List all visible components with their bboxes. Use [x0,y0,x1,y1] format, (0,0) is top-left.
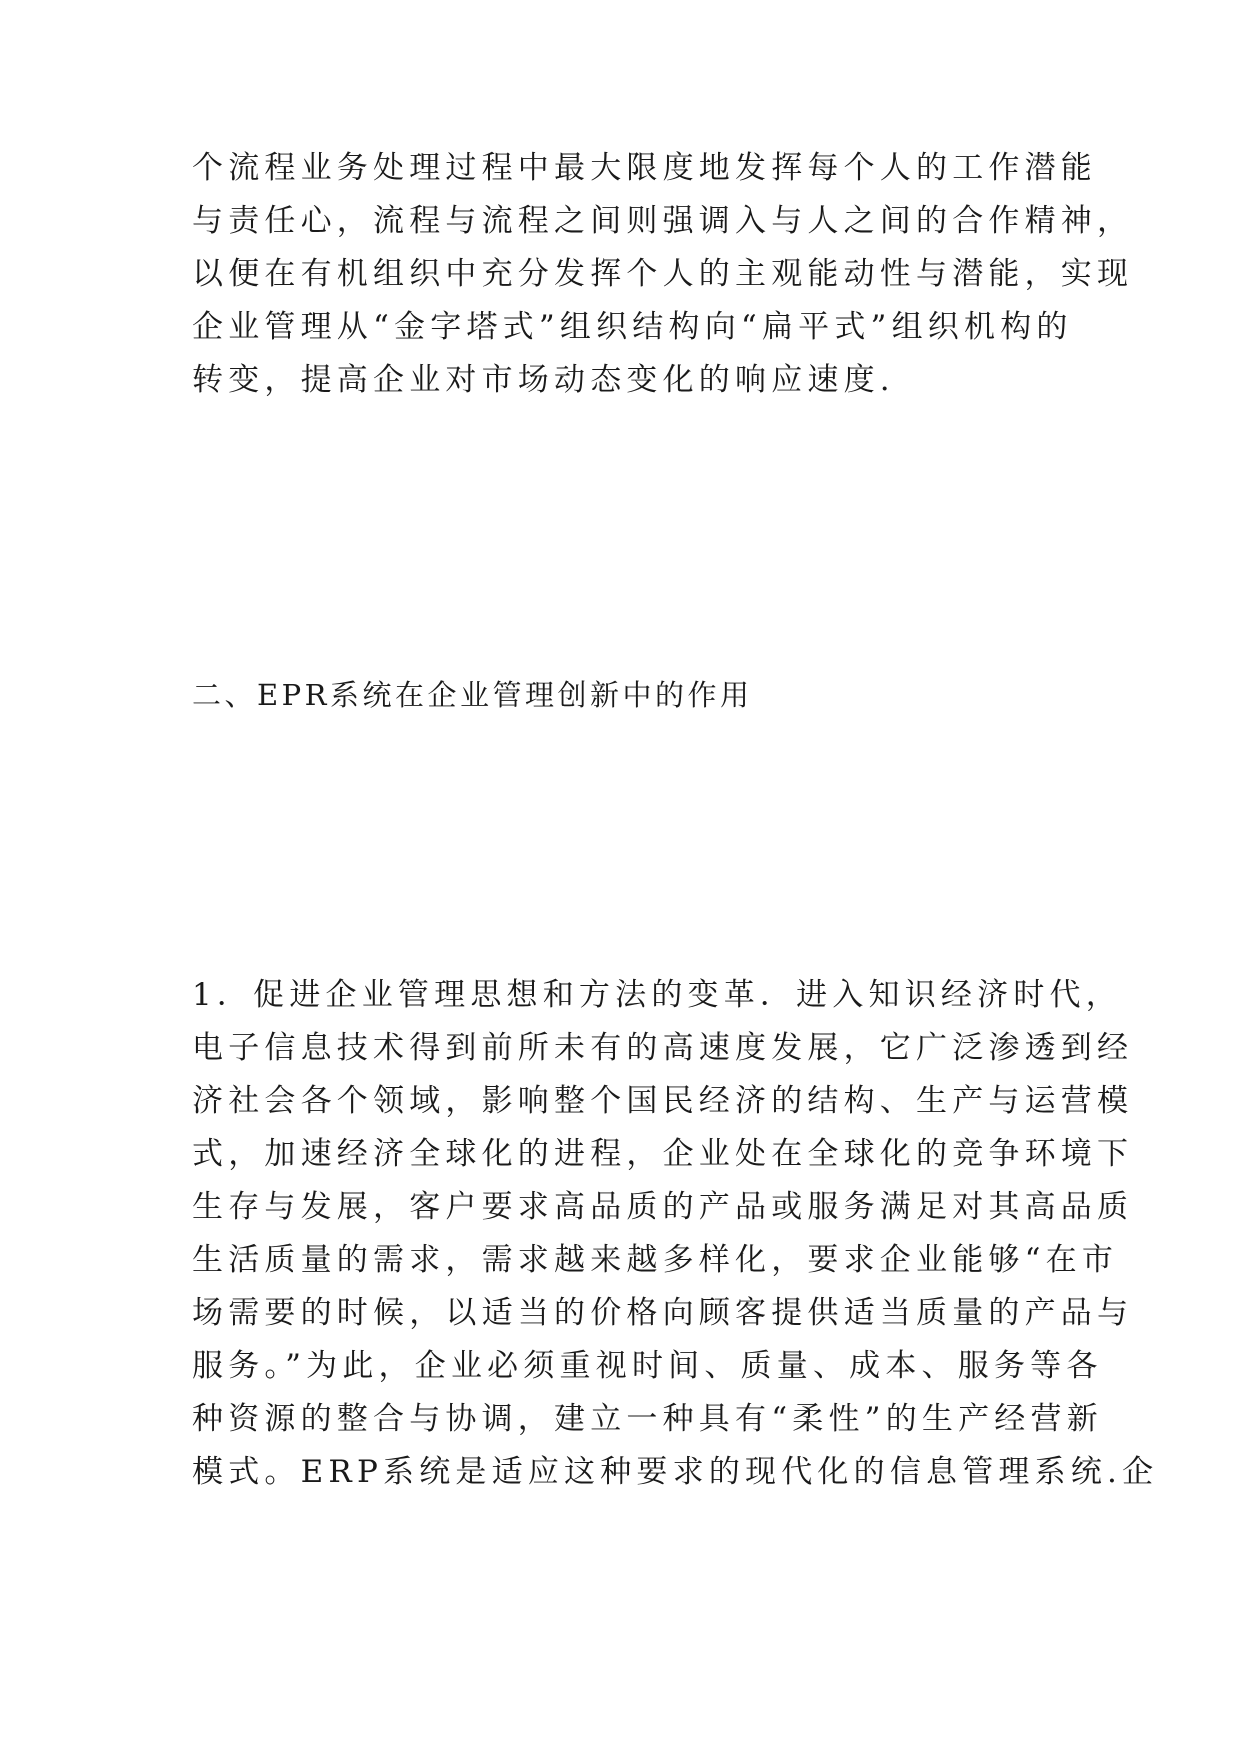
text-line: 式，加速经济全球化的进程，企业处在全球化的竞争环境下 [192,1136,1134,1172]
text-line: 以便在有机组织中充分发挥个人的主观能动性与潜能，实现 [192,256,1134,292]
text-line: 服务。”为此，企业必须重视时间、质量、成本、服务等各 [192,1348,1103,1384]
text-line: 与责任心，流程与流程之间则强调入与人之间的合作精神， [192,203,1134,239]
text-line: 电子信息技术得到前所未有的高速度发展，它广泛渗透到经 [192,1030,1134,1066]
text-line: 场需要的时候，以适当的价格向顾客提供适当质量的产品与 [192,1295,1134,1331]
text-line: 种资源的整合与协调，建立一种具有“柔性”的生产经营新 [192,1401,1103,1437]
text-line: 济社会各个领域，影响整个国民经济的结构、生产与运营模 [192,1083,1134,1119]
section-heading: 二、EPR系统在企业管理创新中的作用 [192,678,753,712]
text-line: 生存与发展，客户要求高品质的产品或服务满足对其高品质 [192,1189,1134,1225]
text-line: 生活质量的需求，需求越来越多样化，要求企业能够“在市 [192,1242,1119,1278]
text-line: 个流程业务处理过程中最大限度地发挥每个人的工作潜能 [192,150,1097,186]
text-line: 企业管理从“金字塔式”组织结构向“扁平式”组织机构的 [192,309,1073,345]
text-line: 模式。ERP系统是适应这种要求的现代化的信息管理系统.企 [192,1454,1159,1490]
text-line: 转变，提高企业对市场动态变化的响应速度. [192,362,895,398]
text-line: 1．促进企业管理思想和方法的变革．进入知识经济时代， [192,977,1122,1013]
